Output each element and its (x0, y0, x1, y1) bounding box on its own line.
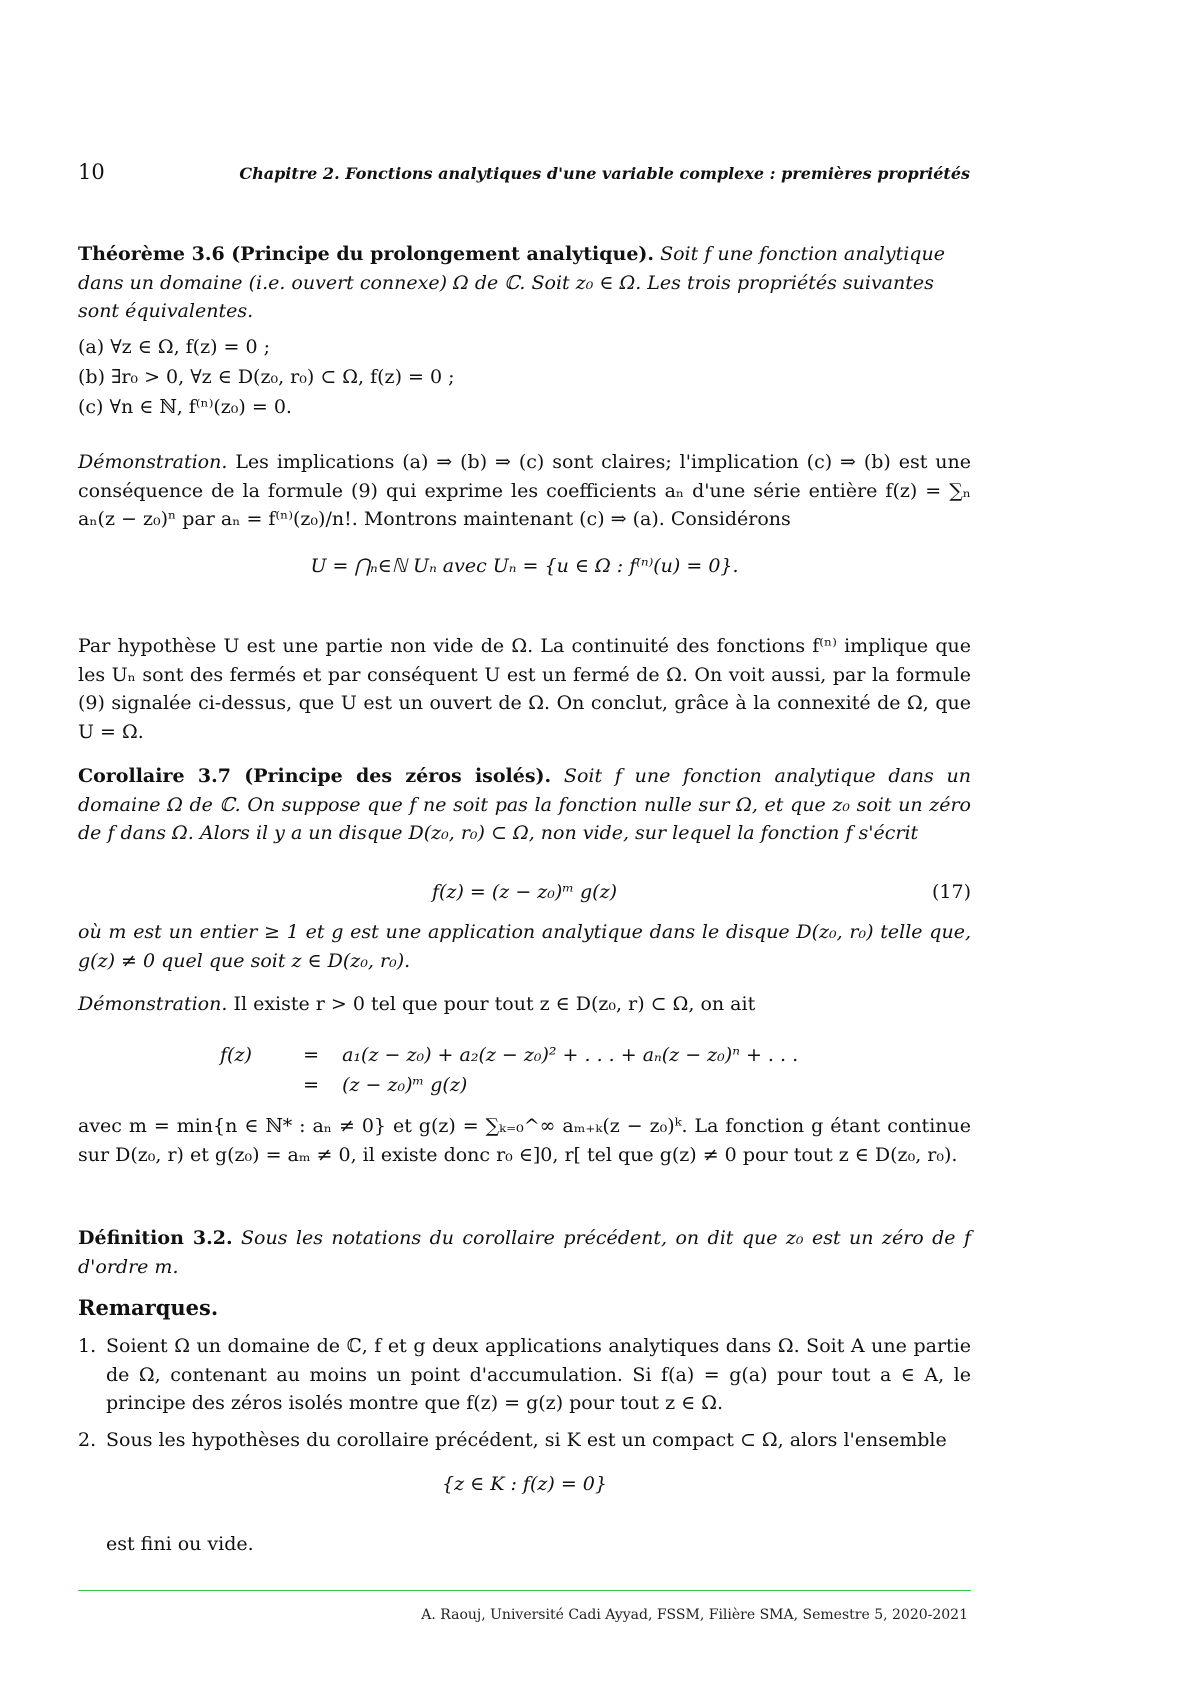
remark-number: 1. (78, 1335, 97, 1357)
demonstration-text: Les implications (a) ⇒ (b) ⇒ (c) sont claires; l'implication (c) ⇒ (b) est une conséquence de la formule (9) qui exprime les coefficients aₙ d'une série entière f(z) = ∑ₙ aₙ(z − z₀)ⁿ par aₙ = f⁽ⁿ⁾(z₀)/n!. Montrons maintenant (c) ⇒ (a). Considérons (78, 451, 971, 530)
remark-item (78, 1426, 971, 1455)
theorem-item-c: (c) ∀n ∈ ℕ, f⁽ⁿ⁾(z₀) = 0. (78, 395, 292, 418)
demonstration-2-continuation: avec m = min{n ∈ ℕ* : aₙ ≠ 0} et g(z) = ∑ₖ₌₀^∞ aₘ₊ₖ(z − z₀)ᵏ. La fonction g étant continue sur D(z₀, r) et g(z₀) = aₘ ≠ 0, il existe donc r₀ ∈]0, r[ tel que g(z) ≠ 0 pour tout z ∈ D(z₀, r₀). (78, 1115, 971, 1166)
demonstration-2 (78, 990, 971, 1019)
eq-relation: = (303, 1044, 319, 1066)
set-equation: {z ∈ K : f(z) = 0} (442, 1473, 607, 1495)
remarks-list (78, 1332, 971, 1462)
eq-rhs: (z − z₀)ᵐ g(z) (342, 1074, 468, 1096)
theorem-item-a: (a) ∀z ∈ Ω, f(z) = 0 ; (78, 335, 271, 358)
footer-text: A. Raouj, Université Cadi Ayyad, FSSM, Filière SMA, Semestre 5, 2020-2021 (421, 1607, 968, 1623)
page-number: 10 (78, 160, 105, 184)
remark-number: 2. (78, 1428, 97, 1451)
remark-item (78, 1332, 971, 1418)
corollary-equation: f(z) = (z − z₀)ᵐ g(z) (431, 881, 618, 903)
remark-text: Soient Ω un domaine de ℂ, f et g deux applications analytiques dans Ω. Soit A une partie de Ω, contenant au moins un point d'accumulation. Si f(a) = g(a) pour tout a ∈ A, le principe des zéros isolés montre que f(z) = g(z) pour tout z ∈ Ω. (106, 1335, 971, 1414)
equation-array (220, 1040, 920, 1100)
remarks-title: Remarques. (78, 1295, 219, 1320)
corollary-statement: Soit f une fonction analytique dans un domaine Ω de ℂ. On suppose que f ne soit pas la fonction nulle sur Ω, et que z₀ soit un zéro de f dans Ω. Alors il y a un disque D(z₀, r₀) ⊂ Ω, non vide, sur lequel la fonction f s'écrit (78, 765, 972, 844)
theorem-label: Théorème 3.6 (Principe du prolongement analytique). (78, 243, 655, 265)
definition-block (78, 1224, 971, 1281)
definition-label: Définition 3.2. (78, 1227, 233, 1249)
definition-text: Sous les notations du corollaire précédent, on dit que z₀ est un zéro de f d'ordre m. (78, 1227, 972, 1278)
equation-number: (17) (931, 881, 971, 903)
corollary-equation-row (78, 878, 971, 906)
corollary-label: Corollaire 3.7 (Principe des zéros isolés). (78, 765, 552, 787)
theorem-block (78, 240, 971, 422)
eq-relation: = (303, 1074, 319, 1096)
corollary-continuation: où m est un entier ≥ 1 et g est une application analytique dans le disque D(z₀, r₀) telle que, g(z) ≠ 0 quel que soit z ∈ D(z₀, r₀). (78, 921, 971, 972)
demonstration-1-paragraph: Par hypothèse U est une partie non vide de Ω. La continuité des fonctions f⁽ⁿ⁾ implique que les Uₙ sont des fermés et par conséquent U est un fermé de Ω. On voit aussi, par la formule (9) signalée ci-dessus, que U est un ouvert de Ω. On conclut, grâce à la connexité de Ω, que U = Ω. (78, 635, 971, 743)
demonstration-label: Démonstration. (78, 451, 228, 473)
demonstration-1 (78, 448, 971, 534)
equation-U: U = ⋂ₙ∈ℕ Uₙ avec Uₙ = {u ∈ Ω : f⁽ⁿ⁾(u) = 0}. (310, 555, 739, 577)
remark-end-text: est fini ou vide. (106, 1533, 254, 1555)
demonstration-label: Démonstration. (78, 993, 228, 1015)
chapter-header: Chapitre 2. Fonctions analytiques d'une variable complexe : premières propriétés (239, 164, 970, 183)
corollary-block (78, 762, 971, 848)
theorem-item-b: (b) ∃r₀ > 0, ∀z ∈ D(z₀, r₀) ⊂ Ω, f(z) = 0 ; (78, 365, 455, 388)
eq-lhs: f(z) (220, 1044, 252, 1066)
eq-rhs: a₁(z − z₀) + a₂(z − z₀)² + . . . + aₙ(z − z₀)ⁿ + . . . (342, 1044, 799, 1066)
demonstration-text: Il existe r > 0 tel que pour tout z ∈ D(z₀, r) ⊂ Ω, on ait (233, 993, 756, 1015)
footer-divider (78, 1590, 971, 1591)
theorem-statement: Soit f une fonction analytique dans un domaine (i.e. ouvert connexe) Ω de ℂ. Soit z₀ ∈ Ω. Les trois propriétés suivantes sont équivalentes. (78, 243, 945, 322)
remark-text: Sous les hypothèses du corollaire précédent, si K est un compact ⊂ Ω, alors l'ensemble (106, 1428, 947, 1451)
